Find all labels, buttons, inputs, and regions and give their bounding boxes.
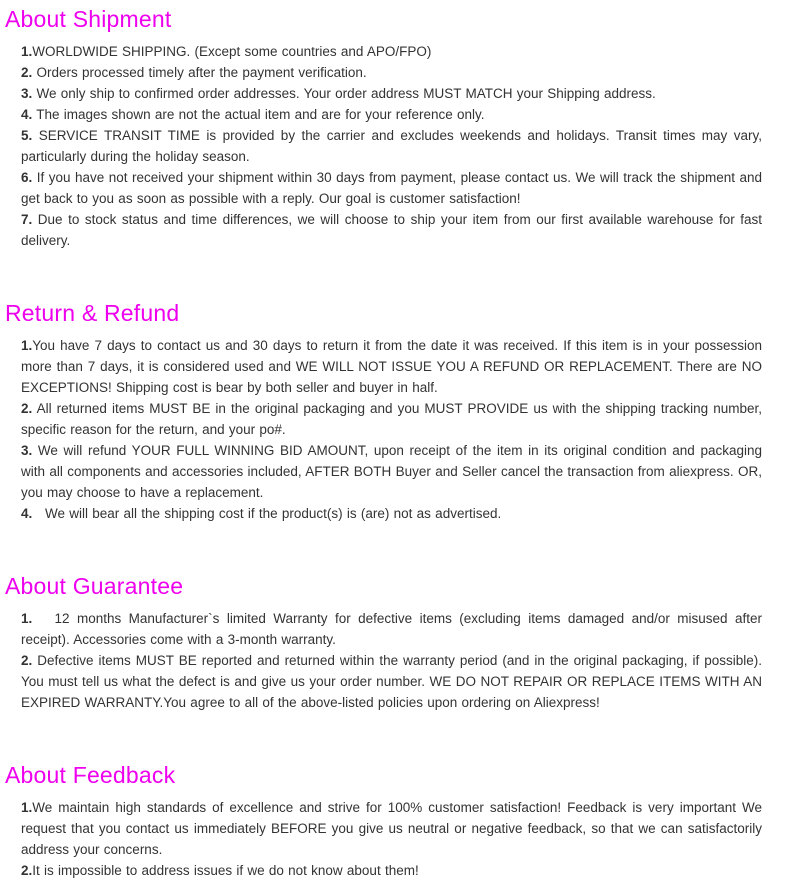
- item-text: You have 7 days to contact us and 30 days to return it from the date it was received. If this item is in your possession more than 7 days, it is considered used and WE WILL NOT ISSUE YOU A REFUND OR REPLACEMENT. There are NO EXCEPTIONS! Shipping cost is bear by both seller and buyer in half.: [21, 338, 767, 395]
- policy-item: [21, 650, 767, 713]
- item-number: 5.: [21, 128, 33, 143]
- item-number: 1.: [21, 611, 33, 626]
- policy-item: [21, 860, 762, 881]
- item-text: If you have not received your shipment within 30 days from payment, please contact us. We will track the shipment and get back to you as soon as possible with a reply. Our goal is customer satisfaction!: [21, 170, 767, 206]
- section-title-about-guarantee: About Guarantee: [5, 573, 184, 599]
- policy-item: [21, 797, 767, 860]
- section-title-return-refund: Return & Refund: [5, 300, 180, 326]
- item-text: All returned items MUST BE in the original packaging and you MUST PROVIDE us with the shipping tracking number, specific reason for the return, and your po#.: [21, 401, 767, 437]
- item-number: 1.: [21, 338, 33, 353]
- item-text: It is impossible to address issues if we do not know about them!: [32, 863, 419, 878]
- item-number: 1.: [21, 44, 33, 59]
- item-number: 7.: [21, 212, 33, 227]
- policy-item: [21, 104, 762, 125]
- policy-item: [21, 440, 767, 503]
- item-text: We only ship to confirmed order addresses. Your order address MUST MATCH your Shipping address.: [32, 86, 656, 101]
- item-number: 3.: [21, 86, 33, 101]
- policy-item: [21, 209, 767, 251]
- item-text: We will bear all the shipping cost if the product(s) is (are) not as advertised.: [32, 506, 502, 521]
- item-number: 2.: [21, 653, 33, 668]
- section-about-guarantee: [0, 573, 785, 713]
- policy-item: [21, 62, 762, 83]
- section-title-about-shipment: About Shipment: [5, 6, 172, 32]
- item-text: We maintain high standards of excellence and strive for 100% customer satisfaction! Feedback is very important We request that you contact us immediately BEFORE you give us neutral or negative feedback, so that we can satisfactorily address your concerns.: [21, 800, 767, 857]
- item-text: WORLDWIDE SHIPPING. (Except some countries and APO/FPO): [32, 44, 432, 59]
- item-text: Orders processed timely after the payment verification.: [32, 65, 367, 80]
- policy-item: [21, 167, 767, 209]
- item-text: Defective items MUST BE reported and returned within the warranty period (and in the original packaging, if possible). You must tell us what the defect is and give us your order number. WE DO NOT REPAIR OR REPLACE ITEMS WITH AN EXPIRED WARRANTY.You agree to all of the above-listed policies upon ordering on Aliexpress!: [21, 653, 767, 710]
- item-number: 1.: [21, 800, 33, 815]
- item-number: 2.: [21, 863, 33, 878]
- policy-item: [21, 335, 767, 398]
- item-text: SERVICE TRANSIT TIME is provided by the carrier and excludes weekends and holidays. Transit times may vary, particularly during the holiday season.: [21, 128, 767, 164]
- section-items: [0, 797, 785, 881]
- section-items: [0, 608, 785, 713]
- policy-item: [21, 41, 762, 62]
- section-items: [0, 335, 785, 524]
- item-text: 12 months Manufacturer`s limited Warranty for defective items (excluding items damaged and/or misused after receipt). Accessories come with a 3-month warranty.: [21, 611, 767, 647]
- item-text: Due to stock status and time differences, we will choose to ship your item from our first available warehouse for fast delivery.: [21, 212, 767, 248]
- item-number: 2.: [21, 401, 33, 416]
- item-number: 6.: [21, 170, 33, 185]
- section-about-shipment: [0, 6, 785, 251]
- policy-item: [21, 83, 762, 104]
- item-text: We will refund YOUR FULL WINNING BID AMOUNT, upon receipt of the item in its original condition and packaging with all components and accessories included, AFTER BOTH Buyer and Seller cancel the transaction from aliexpress. OR, you may choose to have a replacement.: [21, 443, 767, 500]
- policy-item: [21, 125, 767, 167]
- policy-item: [21, 503, 762, 524]
- item-number: 4.: [21, 107, 33, 122]
- item-number: 2.: [21, 65, 33, 80]
- policy-item: [21, 398, 767, 440]
- policy-item: [21, 608, 767, 650]
- item-number: 3.: [21, 443, 33, 458]
- section-title-about-feedback: About Feedback: [5, 762, 176, 788]
- section-return-refund: [0, 300, 785, 524]
- section-about-feedback: [0, 762, 785, 881]
- item-number: 4.: [21, 506, 33, 521]
- section-items: [0, 41, 785, 251]
- item-text: The images shown are not the actual item and are for your reference only.: [32, 107, 485, 122]
